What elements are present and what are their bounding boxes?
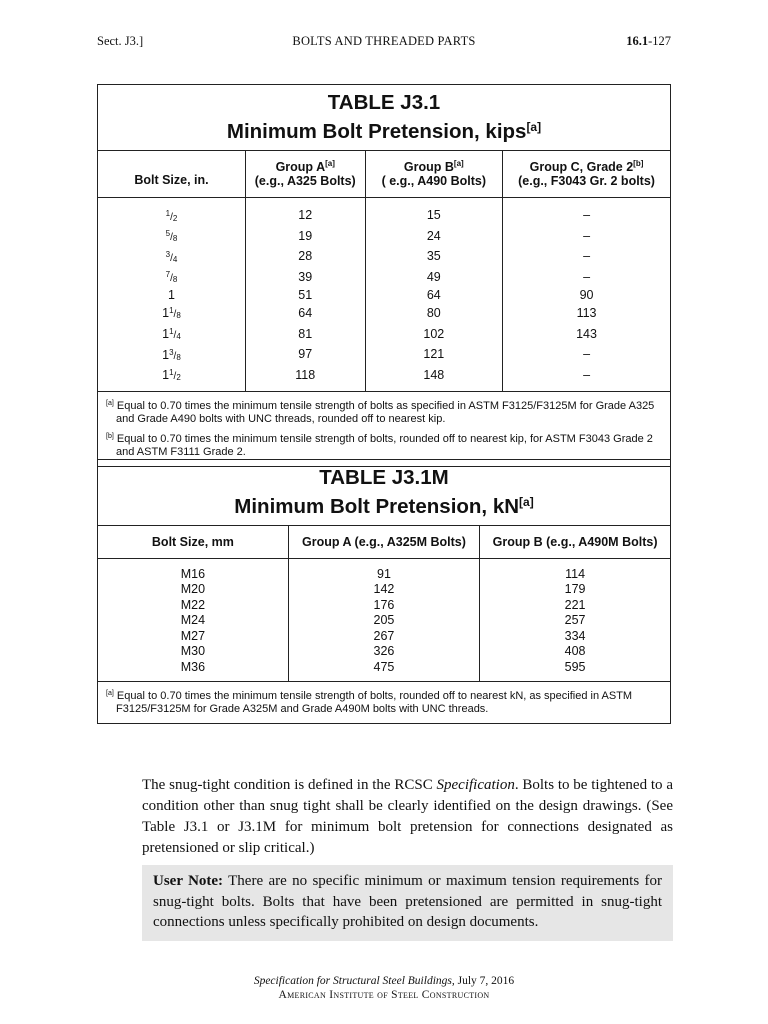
chapter-title: BOLTS AND THREADED PARTS: [292, 34, 476, 48]
bolt-size-cell: M16: [180, 566, 206, 581]
table-row: [98, 629, 670, 645]
value-cell-b: 221: [480, 598, 670, 614]
table-j3-1: [97, 84, 671, 467]
value-cell-c: –: [503, 247, 670, 268]
value-cell-a: 51: [245, 288, 365, 304]
table-j3-1-notes: [98, 391, 670, 466]
bolt-size-cell: $^3/_4$: [165, 249, 178, 264]
table-row: [98, 598, 670, 614]
col-header-bolt-size: Bolt Size, in.: [98, 151, 245, 197]
value-cell-b: 334: [480, 629, 670, 645]
value-cell-b: 64: [365, 288, 503, 304]
value-cell-a: 91: [288, 558, 479, 582]
table-row: [98, 267, 670, 288]
table-row: [98, 345, 670, 366]
value-cell-a: 39: [245, 267, 365, 288]
value-cell-a: 28: [245, 247, 365, 268]
page-footer: [97, 974, 671, 1002]
bolt-size-cell: M22: [180, 597, 206, 612]
user-note-text: There are no specific minimum or maximum tension requirements for snug-tight bolts. Bolts that have been pretensioned are permitted in snug-tight connections unless specifically prohibited on design documents.: [153, 873, 662, 930]
bolt-size-cell: $1^1/_8$: [162, 306, 181, 321]
table-j3-1m-notes: [98, 681, 670, 723]
table-row: [98, 288, 670, 304]
page-number: 16.1-127: [626, 34, 671, 48]
footer-organization: American Institute of Steel Construction: [278, 989, 490, 1001]
value-cell-b: 49: [365, 267, 503, 288]
col-header-group-a-m: Group A (e.g., A325M Bolts): [288, 526, 479, 558]
running-header: [97, 34, 671, 50]
value-cell-a: 176: [288, 598, 479, 614]
bolt-size-cell: $1^1/_2$: [162, 368, 181, 383]
col-header-group-b-m: Group B (e.g., A490M Bolts): [480, 526, 670, 558]
value-cell-a: 81: [245, 324, 365, 345]
value-cell-b: 595: [480, 660, 670, 681]
table-row: [98, 226, 670, 247]
value-cell-c: –: [503, 365, 670, 391]
body-paragraph: The snug-tight condition is defined in the RCSC Specification. Bolts to be tightened to a condition other than snug tight shall be clearly identified on the design drawings. (See Table J3.1 or J3.1M for minimum bolt pretension for connections designated as pretensioned or slip critical.): [142, 777, 673, 856]
table-row: [98, 613, 670, 629]
table-row: [98, 558, 670, 582]
table-j3-1-title: TABLE J3.1: [327, 91, 441, 114]
bolt-size-cell: M24: [180, 613, 206, 628]
bolt-size-cell: $1^1/_4$: [162, 327, 181, 342]
value-cell-c: –: [503, 267, 670, 288]
value-cell-a: 205: [288, 613, 479, 629]
bolt-size-cell: $1^3/_8$: [162, 347, 181, 362]
value-cell-a: 326: [288, 644, 479, 660]
col-header-bolt-size-mm: Bolt Size, mm: [98, 526, 288, 558]
value-cell-a: 97: [245, 345, 365, 366]
table-row: [98, 324, 670, 345]
value-cell-b: 35: [365, 247, 503, 268]
table-j3-1m-grid: [98, 526, 670, 681]
bolt-size-cell: $^5/_8$: [165, 229, 178, 244]
value-cell-a: 142: [288, 582, 479, 598]
value-cell-b: 114: [480, 558, 670, 582]
value-cell-a: 12: [245, 197, 365, 226]
value-cell-b: 408: [480, 644, 670, 660]
table-row: [98, 303, 670, 324]
bolt-size-cell: M30: [180, 644, 206, 659]
col-header-group-b: Group B[a] ( e.g., A490 Bolts): [365, 151, 503, 197]
value-cell-a: 118: [245, 365, 365, 391]
footnote-b: [b] Equal to 0.70 times the minimum tensile strength of bolts, rounded off to nearest kip, for ASTM F3043 Grade 2 and ASTM F3111 Grade 2.: [106, 432, 653, 459]
value-cell-b: 80: [365, 303, 503, 324]
table-row: [98, 644, 670, 660]
bolt-size-cell: $^7/_8$: [165, 270, 178, 285]
table-j3-1-grid: [98, 151, 670, 391]
value-cell-a: 64: [245, 303, 365, 324]
value-cell-b: 148: [365, 365, 503, 391]
bolt-size-cell: M27: [180, 628, 206, 643]
table-row: [98, 197, 670, 226]
table-j3-1-caption: [98, 85, 670, 151]
bolt-size-cell: 1: [167, 287, 175, 302]
value-cell-c: 143: [503, 324, 670, 345]
value-cell-b: 179: [480, 582, 670, 598]
table-j3-1m-subtitle: Minimum Bolt Pretension, kN[a]: [234, 495, 534, 518]
footer-citation: Specification for Structural Steel Buildings, July 7, 2016: [253, 975, 515, 987]
col-header-group-a: Group A[a] (e.g., A325 Bolts): [245, 151, 365, 197]
table-j3-1m-title: TABLE J3.1M: [319, 466, 449, 489]
section-label: Sect. J3.]: [97, 34, 144, 48]
value-cell-b: 121: [365, 345, 503, 366]
value-cell-c: –: [503, 226, 670, 247]
user-note-box: [142, 865, 673, 941]
table-row: [98, 582, 670, 598]
footnote-a-m: [a] Equal to 0.70 times the minimum tensile strength of bolts, rounded off to nearest kN, as specified in ASTM F3125/F3125M for Grade A325M and Grade A490M bolts with UNC threads.: [106, 689, 633, 716]
table-j3-1-subtitle: Minimum Bolt Pretension, kips[a]: [226, 120, 542, 143]
value-cell-c: 90: [503, 288, 670, 304]
value-cell-c: –: [503, 345, 670, 366]
bolt-size-cell: M20: [180, 582, 206, 597]
value-cell-b: 102: [365, 324, 503, 345]
bolt-size-cell: M36: [180, 660, 206, 675]
value-cell-a: 475: [288, 660, 479, 681]
value-cell-b: 24: [365, 226, 503, 247]
table-j3-1m-caption: [98, 460, 670, 526]
table-row: [98, 660, 670, 681]
value-cell-c: 113: [503, 303, 670, 324]
value-cell-a: 267: [288, 629, 479, 645]
table-j3-1m: [97, 459, 671, 724]
value-cell-c: –: [503, 197, 670, 226]
col-header-group-c: Group C, Grade 2[b] (e.g., F3043 Gr. 2 bolts): [503, 151, 670, 197]
value-cell-b: 15: [365, 197, 503, 226]
value-cell-a: 19: [245, 226, 365, 247]
footnote-a: [a] Equal to 0.70 times the minimum tensile strength of bolts as specified in ASTM F3125/F3125M for Grade A325 and Grade A490 bolts with UNC threads, rounded off to nearest kip.: [106, 399, 655, 426]
table-row: [98, 365, 670, 391]
table-row: [98, 247, 670, 268]
value-cell-b: 257: [480, 613, 670, 629]
user-note-label: User Note:: [153, 873, 224, 889]
bolt-size-cell: $^1/_2$: [165, 208, 178, 223]
